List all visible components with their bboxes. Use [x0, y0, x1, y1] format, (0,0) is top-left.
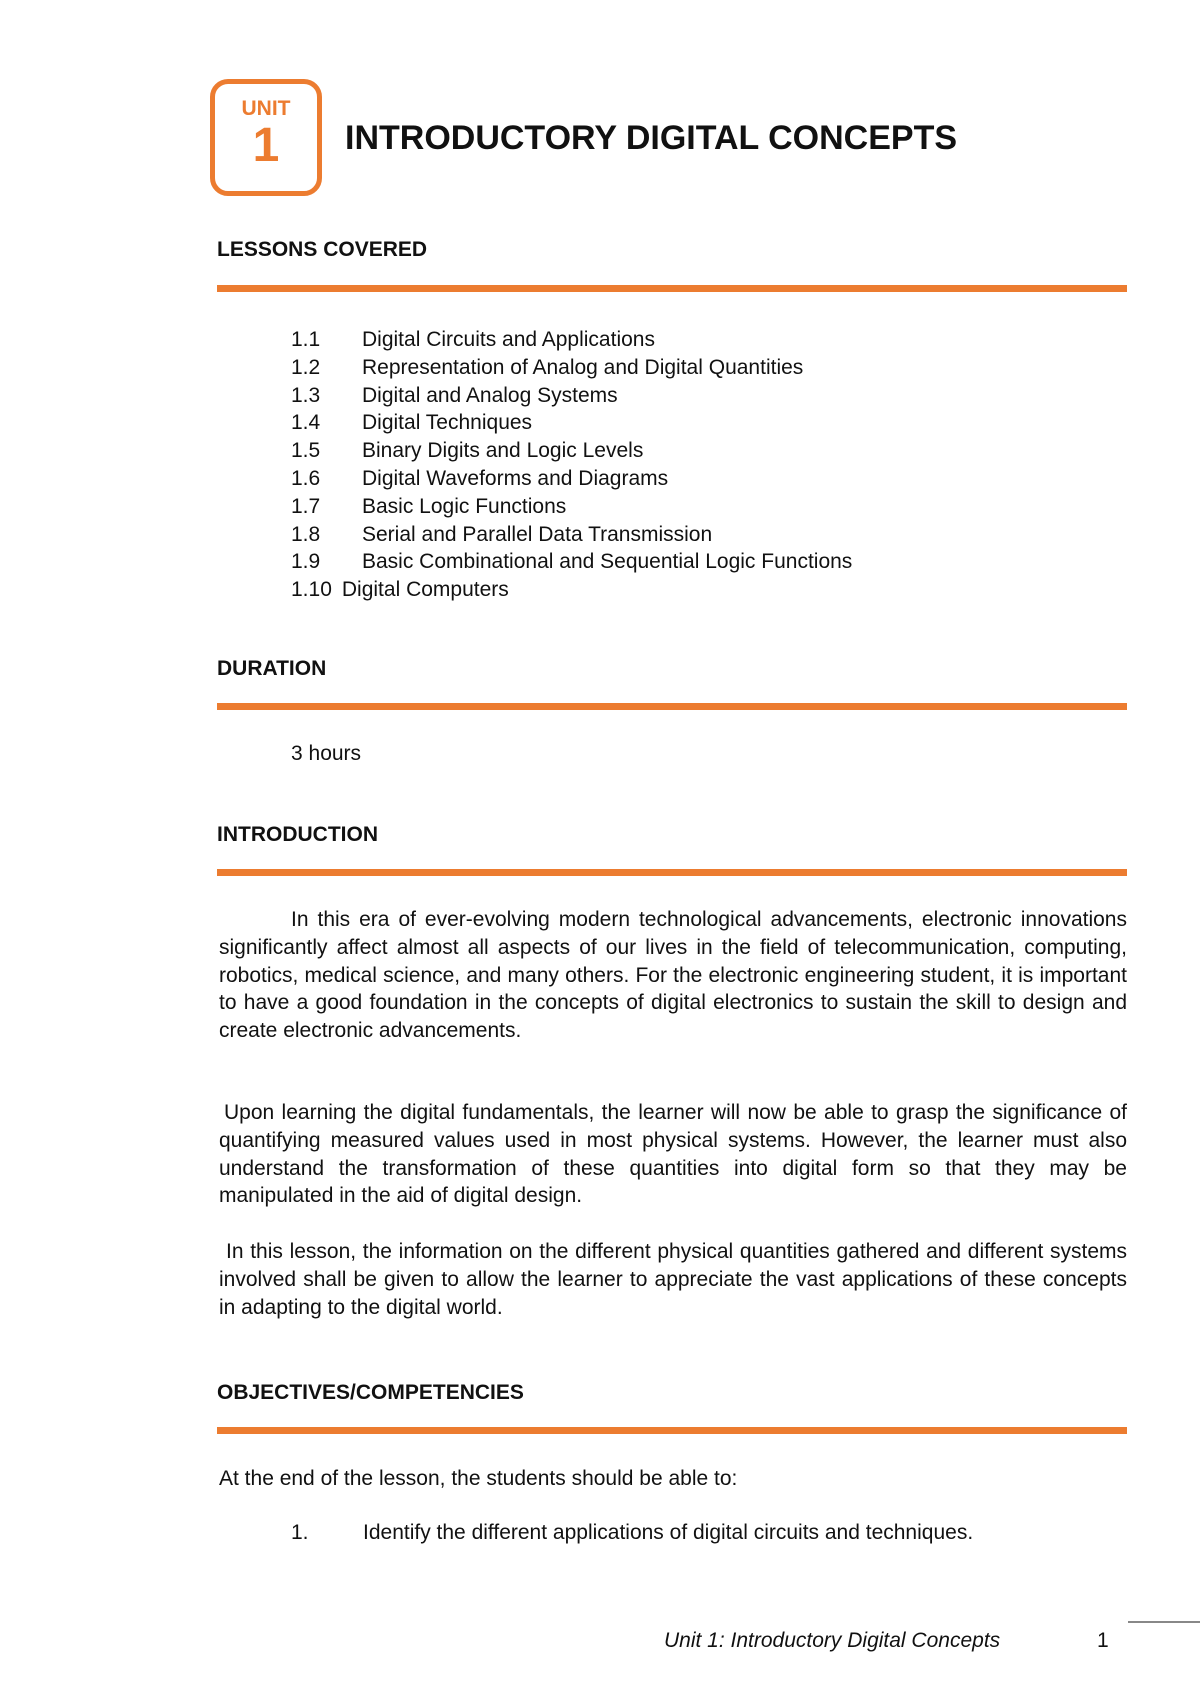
objectives-heading: OBJECTIVES/COMPETENCIES	[217, 1381, 524, 1404]
section-divider	[217, 703, 1127, 710]
lesson-item	[291, 409, 852, 437]
lessons-covered-heading: LESSONS COVERED	[217, 238, 428, 261]
lesson-item	[291, 576, 852, 604]
lesson-number: 1.9	[291, 550, 321, 574]
lesson-title: Digital Computers	[341, 578, 509, 602]
objective-text: Identify the different applications of digital circuits and techniques.	[363, 1521, 974, 1544]
unit-label: UNIT	[241, 97, 291, 120]
objectives-intro: At the end of the lesson, the students should be able to:	[219, 1467, 738, 1490]
section-divider	[217, 1427, 1127, 1434]
lesson-title: Digital Techniques	[362, 411, 533, 435]
lesson-item	[291, 548, 852, 576]
lesson-title: Digital Waveforms and Diagrams	[362, 466, 669, 490]
footer-divider	[1128, 1621, 1200, 1623]
lesson-title: Basic Logic Functions	[362, 494, 567, 518]
intro-paragraph: In this era of ever-evolving modern technological advancements, electronic innovations significantly affect almost all aspects of our lives in the field of telecommunication, computing, robotics, medical science, and many others. For the electronic engineering student, it is important to have a good foundation in the concepts of digital electronics to sustain the skill to design and create electronic advancements.	[219, 908, 1127, 1043]
objective-item	[291, 1520, 973, 1546]
lesson-number: 1.5	[291, 439, 321, 463]
lesson-number: 1.4	[291, 411, 321, 435]
lesson-item	[291, 493, 852, 521]
lesson-item	[291, 521, 852, 549]
lesson-number: 1.10	[291, 578, 332, 602]
lesson-number: 1.8	[291, 522, 321, 546]
lesson-number: 1.3	[291, 383, 321, 407]
lesson-title: Binary Digits and Logic Levels	[362, 439, 644, 463]
lesson-title: Serial and Parallel Data Transmission	[362, 522, 713, 546]
lesson-title: Representation of Analog and Digital Quantities	[362, 355, 804, 379]
unit-number: 1	[252, 119, 280, 172]
lesson-item	[291, 382, 852, 410]
page-title: INTRODUCTORY DIGITAL CONCEPTS	[345, 119, 958, 157]
objective-number: 1.	[291, 1521, 309, 1544]
lesson-number: 1.1	[291, 328, 321, 351]
lesson-title: Digital Circuits and Applications	[362, 328, 655, 351]
intro-paragraph: In this lesson, the information on the different physical quantities gathered and different systems involved shall be given to allow the learner to appreciate the vast applications of these concepts in adapting to the digital world.	[219, 1240, 1127, 1319]
section-divider	[217, 285, 1127, 292]
lesson-number: 1.2	[291, 355, 321, 379]
lesson-title: Digital and Analog Systems	[362, 383, 618, 407]
unit-badge	[210, 79, 322, 196]
lesson-number: 1.6	[291, 466, 321, 490]
duration-heading: DURATION	[217, 657, 327, 680]
lesson-item	[291, 326, 852, 354]
intro-paragraph: Upon learning the digital fundamentals, the learner will now be able to grasp the significance of quantifying measured values used in most physical systems. However, the learner must also understand the transformation of these quantities into digital form so that they may be manipulated in the aid of digital design.	[219, 1101, 1127, 1208]
lesson-title: Basic Combinational and Sequential Logic Functions	[362, 550, 853, 574]
footer-text: Unit 1: Introductory Digital Concepts	[664, 1629, 1001, 1652]
page-number: 1	[1097, 1629, 1109, 1652]
lesson-item	[291, 465, 852, 493]
section-divider	[217, 869, 1127, 876]
lesson-number: 1.7	[291, 494, 321, 518]
duration-value: 3 hours	[291, 742, 362, 765]
lesson-item	[291, 437, 852, 465]
lesson-item	[291, 354, 852, 382]
introduction-heading: INTRODUCTION	[217, 823, 378, 846]
lessons-list	[291, 326, 852, 604]
